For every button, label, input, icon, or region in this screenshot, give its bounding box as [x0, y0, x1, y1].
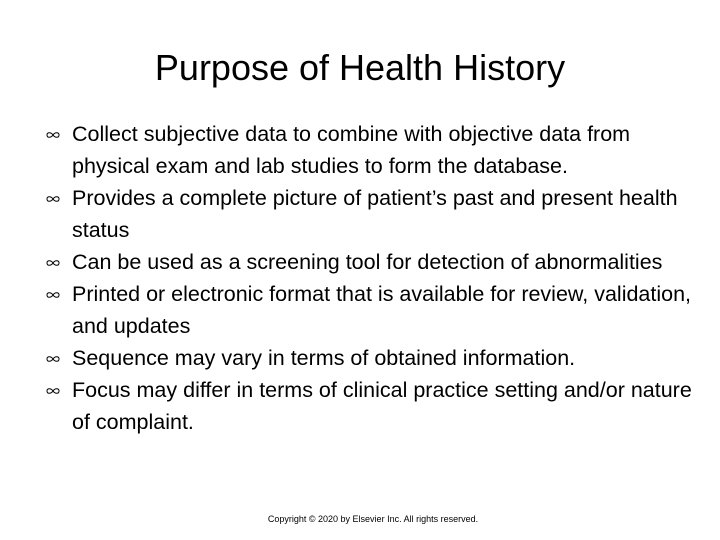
bullet-item	[42, 182, 702, 246]
bullet-item	[42, 246, 702, 278]
bullet-item	[42, 118, 702, 182]
bullet-text: Sequence may vary in terms of obtained information.	[72, 346, 576, 370]
bullet-text: Printed or electronic format that is available for review, validation, and updates	[72, 282, 692, 338]
bullet-text: Focus may differ in terms of clinical practice setting and/or nature of complaint.	[72, 378, 692, 434]
bullet-list	[42, 118, 702, 438]
bullet-item	[42, 342, 702, 374]
infinity-loop-icon	[46, 386, 60, 396]
infinity-loop-icon	[46, 258, 60, 268]
bullet-item	[42, 374, 702, 438]
infinity-loop-icon	[46, 290, 60, 300]
infinity-loop-icon	[46, 130, 60, 140]
bullet-text: Provides a complete picture of patient’s past and present health status	[72, 186, 678, 242]
bullet-item	[42, 278, 702, 342]
infinity-loop-icon	[46, 194, 60, 204]
infinity-loop-icon	[46, 354, 60, 364]
bullet-text: Collect subjective data to combine with objective data from physical exam and lab studies to form the database.	[72, 122, 631, 178]
copyright-footer: Copyright © 2020 by Elsevier Inc. All rights reserved.	[267, 514, 479, 524]
slide-title: Purpose of Health History	[154, 47, 566, 88]
bullet-text: Can be used as a screening tool for detection of abnormalities	[72, 250, 663, 274]
